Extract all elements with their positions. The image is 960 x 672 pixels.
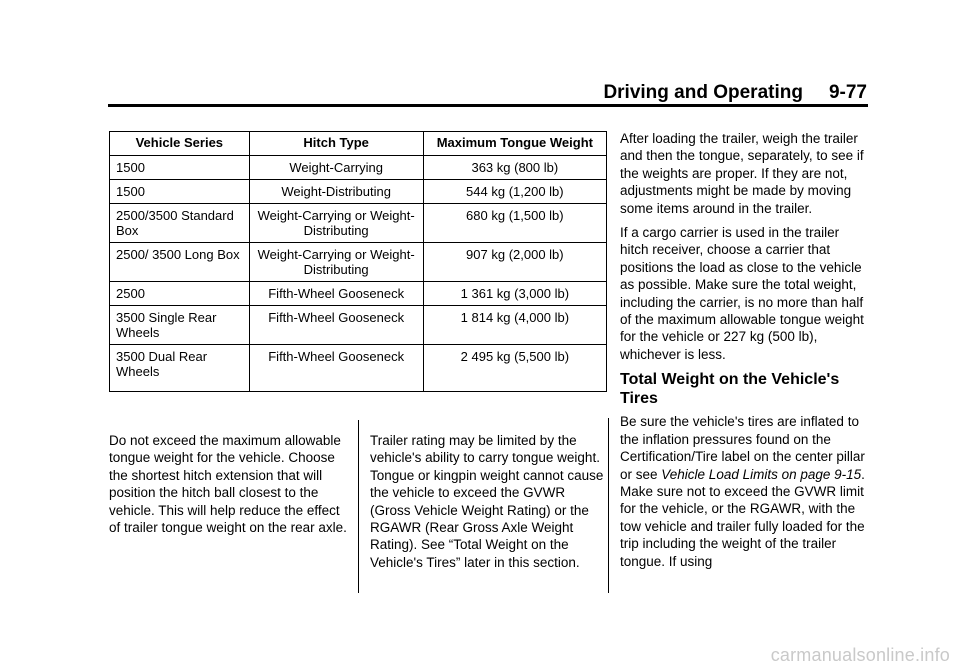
header-rule <box>108 104 868 107</box>
table-row <box>110 180 607 204</box>
page-number: 9-77 <box>828 82 867 103</box>
cell-weight: 1 814 kg (4,000 lb) <box>423 306 606 345</box>
cell-weight: 544 kg (1,200 lb) <box>423 180 606 204</box>
table-row <box>110 204 607 243</box>
watermark: carmanualsonline.info <box>770 645 950 665</box>
cell-weight: 2 495 kg (5,500 lb) <box>423 345 606 392</box>
cell-series: 3500 Dual Rear Wheels <box>110 345 250 392</box>
section-subheading: Total Weight on the Vehicle's Tires <box>620 371 840 408</box>
cell-hitch: Weight-Carrying or Weight-Distributing <box>249 204 423 243</box>
cell-series: 2500/3500 Standard Box <box>110 204 250 243</box>
right-column <box>620 130 870 577</box>
cell-weight: 907 kg (2,000 lb) <box>423 243 606 282</box>
trailer-rating-paragraph: Trailer rating may be limited by the vehicle's ability to carry tongue weight. Tongue or kingpin weight cannot cause the vehicle to exceed the GVWR (Gross Vehicle Weight Rating) or the RGAWR (Rear Gross Axle Weight Rating). See “Total Weight on the Vehicle's Tires” later in this section. <box>370 433 604 570</box>
vehicle-load-limits-link[interactable]: Vehicle Load Limits on page 9-15 <box>661 466 862 482</box>
cell-hitch: Fifth-Wheel Gooseneck <box>249 345 423 392</box>
cell-series: 3500 Single Rear Wheels <box>110 306 250 345</box>
page-header <box>603 82 867 104</box>
header-max-tongue-weight: Maximum Tongue Weight <box>423 132 606 156</box>
cell-hitch: Fifth-Wheel Gooseneck <box>249 306 423 345</box>
cell-series: 2500 <box>110 282 250 306</box>
cell-series: 1500 <box>110 156 250 180</box>
cell-weight: 1 361 kg (3,000 lb) <box>423 282 606 306</box>
tire-text-start: Be sure the vehicle's tires are inflated to the inflation pressures found on the Certification/Tire label on the center pillar or see <box>620 414 865 482</box>
cell-hitch: Weight-Carrying or Weight-Distributing <box>249 243 423 282</box>
table-row <box>110 156 607 180</box>
tire-text-end: . Make sure not to exceed the GVWR limit for the vehicle, or the RGAWR, with the tow vehicle and trailer fully loaded for the trip including the weight of the trailer tongue. If using <box>620 466 865 569</box>
column-divider <box>358 420 359 593</box>
cell-weight: 680 kg (1,500 lb) <box>423 204 606 243</box>
cargo-carrier-paragraph: If a cargo carrier is used in the trailer hitch receiver, choose a carrier that positions the load as close to the vehicle as possible. Make sure the total weight, including the carrier, is no more than half of the maximum allowable tongue weight for the vehicle or 227 kg (500 lb), whichever is less. <box>620 225 864 362</box>
tongue-weight-table <box>109 131 607 392</box>
header-hitch-type: Hitch Type <box>249 132 423 156</box>
section-title: Driving and Operating <box>603 82 803 103</box>
weighing-paragraph: After loading the trailer, weigh the trailer and then the tongue, separately, to see if the weights are proper. If they are not, adjustments might be made by moving some items around in the trailer. <box>620 131 864 216</box>
cell-hitch: Fifth-Wheel Gooseneck <box>249 282 423 306</box>
cell-hitch: Weight-Distributing <box>249 180 423 204</box>
tongue-weight-paragraph: Do not exceed the maximum allowable tongue weight for the vehicle. Choose the shortest hitch extension that will position the hitch ball closest to the vehicle. This will help reduce the effect of trailer tongue weight on the rear axle. <box>109 433 347 536</box>
table-row <box>110 345 607 392</box>
cell-weight: 363 kg (800 lb) <box>423 156 606 180</box>
header-vehicle-series: Vehicle Series <box>110 132 250 156</box>
column-divider <box>608 418 609 593</box>
cell-series: 2500/ 3500 Long Box <box>110 243 250 282</box>
tire-weight-paragraph <box>620 413 870 570</box>
table-row <box>110 282 607 306</box>
table-header-row <box>110 132 607 156</box>
cell-hitch: Weight-Carrying <box>249 156 423 180</box>
table-row <box>110 243 607 282</box>
table-row <box>110 306 607 345</box>
cell-series: 1500 <box>110 180 250 204</box>
